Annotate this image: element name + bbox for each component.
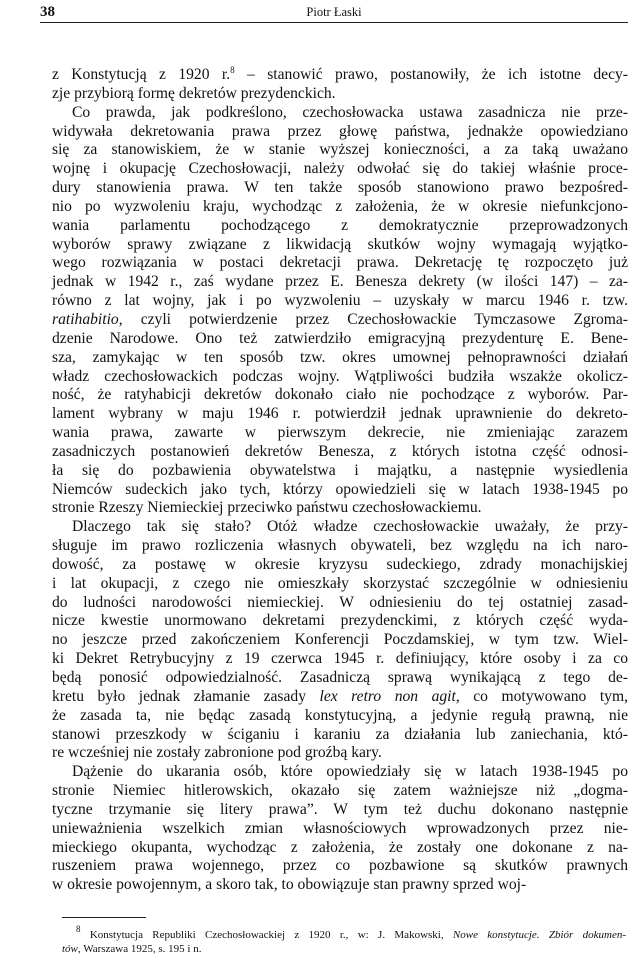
text-segment: – stanowić prawo, postanowiły, że ich istotne decy- [234,66,628,83]
text-segment: Dlaczego tak się stało? Otóż władze czechosłowackie uważały, że przy- [72,518,628,536]
text-line [52,311,628,330]
text-segment: unieważnienia wszelkich zmian własnościowych wprowadzonych przez nie- [52,819,628,837]
text-line [52,66,628,85]
text-segment: do ludności narodowości niemieckiej. W odniesieniu do tej ostatniej zasad- [52,593,628,611]
text-line [52,631,628,650]
footnote-divider [62,917,146,918]
text-line [52,236,628,255]
text-segment: władz czechosłowackich podczas wojny. Wątpliwości budziła wszakże okolicz- [52,367,628,385]
text-line [52,443,628,462]
text-segment: zje przybiorą formę dekretów prezydenckich. [52,84,336,102]
text-line [62,924,626,942]
italic-text: Nowe konstytucje. Zbiór dokumen- [452,929,626,941]
text-segment: Co prawda, jak podkreślono, czechosłowacka ustawa zasadnicza nie prze- [72,103,628,121]
text-segment: w okresie powojennym, a skoro tak, to obowiązuje stan prawny sprzed woj- [52,876,527,894]
text-segment: Dążenie do ukarania osób, które opowiedziały się w latach 1938-1945 po [72,763,628,781]
text-line [52,254,628,273]
text-line [52,669,628,688]
text-line [52,160,628,179]
text-segment: stronie Niemiec hitlerowskich, okazało się zatem ważniejsze niż „dogma- [52,782,628,800]
text-line [52,876,628,895]
text-line [52,650,628,669]
text-segment: równo z lat wojny, jak i po wyzwoleniu – uzyskały w marcu 1946 r. tzw. [52,292,628,310]
text-segment: wego rozwiązania w postaci dekretacji prawa. Dekretację tę rozpoczęto już [52,254,628,272]
text-segment: i lat okupacji, z czego nie omieszkały skorzystać szczególnie w odniesieniu [52,574,628,592]
text-segment: kretu było jednak złamanie zasady [52,687,320,705]
text-line [52,537,628,556]
text-segment: nicze kwestie unormowano dekretami prezydenckimi, z których część wyda- [52,612,628,630]
text-segment: ki Dekret Retrybucyjny z 19 czerwca 1945 r. definiujący, które osoby i za co [52,650,628,668]
text-segment: wyborów sprawy związane z likwidacją skutków wojny wymagają wyjątko- [52,235,628,253]
text-line [52,782,628,801]
text-line [52,820,628,839]
text-line [52,368,628,387]
text-segment: Niemców sudeckich jako tych, którzy opowiedzieli się w latach 1938-1945 po [52,480,628,498]
text-segment: sza, zamykając w ten sposób tzw. okres umownej pełnoprawności działań [52,348,628,366]
text-segment: mieckiego okupanta, wychodząc z założenia, że zostały one dokonane z na- [52,838,628,856]
text-line [52,123,628,142]
text-line [52,405,628,424]
text-line [52,330,628,349]
running-header [40,4,628,23]
italic-text: ratihabitio [52,310,119,328]
footnote [62,924,626,956]
text-line [52,462,628,481]
text-segment: re wcześniej nie zostały zabronione pod groźbą kary. [52,744,382,762]
body-text [52,66,628,895]
footnote-marker: 8 [76,924,81,934]
text-line [52,217,628,236]
text-segment: tyczne trzymanie się litery prawa”. W tym też duchu dokonano następnie [52,800,628,818]
text-line [52,707,628,726]
text-line [52,763,628,782]
text-line [52,594,628,613]
text-line [52,292,628,311]
text-segment: że zasada ta, nie będąc zasadą konstytucyjną, a jedynie regułą prawną, nie [52,706,628,724]
italic-text: tów [62,943,78,955]
text-segment: lament wybrany w maju 1946 r. potwierdził jednak uprawnienie do dekreto- [52,405,628,423]
text-segment: dzenie Narodowe. Ono też zatwierdziło emigracyjną prezydenturę E. Bene- [52,329,628,347]
text-segment: stronie Rzeszy Niemieckiej przeciwko państwu czechosłowackiemu. [52,499,482,517]
text-line [52,801,628,820]
text-line [52,857,628,876]
text-line [52,744,628,763]
text-line [52,141,628,160]
text-line [52,481,628,500]
text-line [52,839,628,858]
text-line [52,424,628,443]
text-line [52,575,628,594]
text-segment: dury stanowienia prawa. W ten także sposób stanowiono prawo bezpośred- [52,179,628,197]
text-segment: no jeszcze przed zakończeniem Konferencji Poczdamskiej, w tym tzw. Wiel- [52,631,628,649]
footnote-marker: 8 [230,65,235,75]
text-line [52,198,628,217]
text-segment: jednak w 1942 r., zaś wydane przez E. Benesza dekrety (w ilości 147) – za- [52,273,628,291]
text-line [52,104,628,123]
text-segment: zasadniczych postanowień dekretów Benesza, z których istotna część odnosi- [52,442,628,460]
page-number: 38 [40,4,55,20]
text-segment: się za stanowiskiem, że w stanie wyższej konieczności, a za taką uważano [52,141,628,159]
text-segment: Konstytucja Republiki Czechosłowackiej z 1920 r., w: J. Makowski, [80,929,453,941]
text-segment: , czyli potwierdzenie przez Czechosłowackie Tymczasowe Zgroma- [118,310,628,328]
text-line [52,499,628,518]
text-segment: , Warszawa 1925, s. 195 i n. [77,943,202,955]
text-line [52,273,628,292]
text-segment: wania parlamentu pochodzącego z demokratycznie przeprowadzonych [52,216,628,234]
text-segment: wojnę i okupację Czechosłowacji, należy odwołać się do takiej właśnie proce- [52,160,628,178]
text-segment: stanowi przeszkody w ściganiu i karaniu za działania lub zaniechania, któ- [52,725,628,743]
text-line [52,518,628,537]
text-segment: będą ponosić odpowiedzialność. Zasadniczą sprawą wynikającą z tego de- [52,669,628,686]
text-line [52,726,628,745]
text-line [52,179,628,198]
text-segment: ność, że ratyhabicji dekretów dokonało ciało nie pochodzące z wyborów. Par- [52,386,628,404]
text-segment: ła się do pozbawienia obywatelstwa i majątku, a następnie wysiedlenia [52,461,628,479]
italic-text: lex retro non agit [319,687,456,705]
text-segment: ruszeniem prawa wojennego, przez co pozbawione są skutków prawnych [52,857,628,875]
text-segment: sługuje im prawo rozliczenia własnych obywateli, bez względu na ich naro- [52,537,628,555]
text-segment: widywała dekretowania prawa przez głowę państwa, jednakże opowiedziano [52,122,628,140]
running-header-author: Piotr Łaski [306,5,362,19]
text-segment: , co motywowano tym, [455,687,628,705]
text-line [52,688,628,707]
text-line [62,942,626,956]
text-segment: dowość, za postawę w okresie kryzysu sudeckiego, zdrady monachijskiej [52,555,628,573]
text-segment: nio po wyzwoleniu kraju, wychodząc z założenia, że w okresie niefunkcjono- [52,197,628,215]
text-segment: wania prawa, zawarte w pierwszym dekrecie, nie zmieniając zarazem [52,424,628,442]
text-line [52,612,628,631]
text-segment: z Konstytucją z 1920 r. [52,66,231,83]
text-line [52,386,628,405]
text-line [52,556,628,575]
text-line [52,349,628,368]
text-line [52,85,628,104]
